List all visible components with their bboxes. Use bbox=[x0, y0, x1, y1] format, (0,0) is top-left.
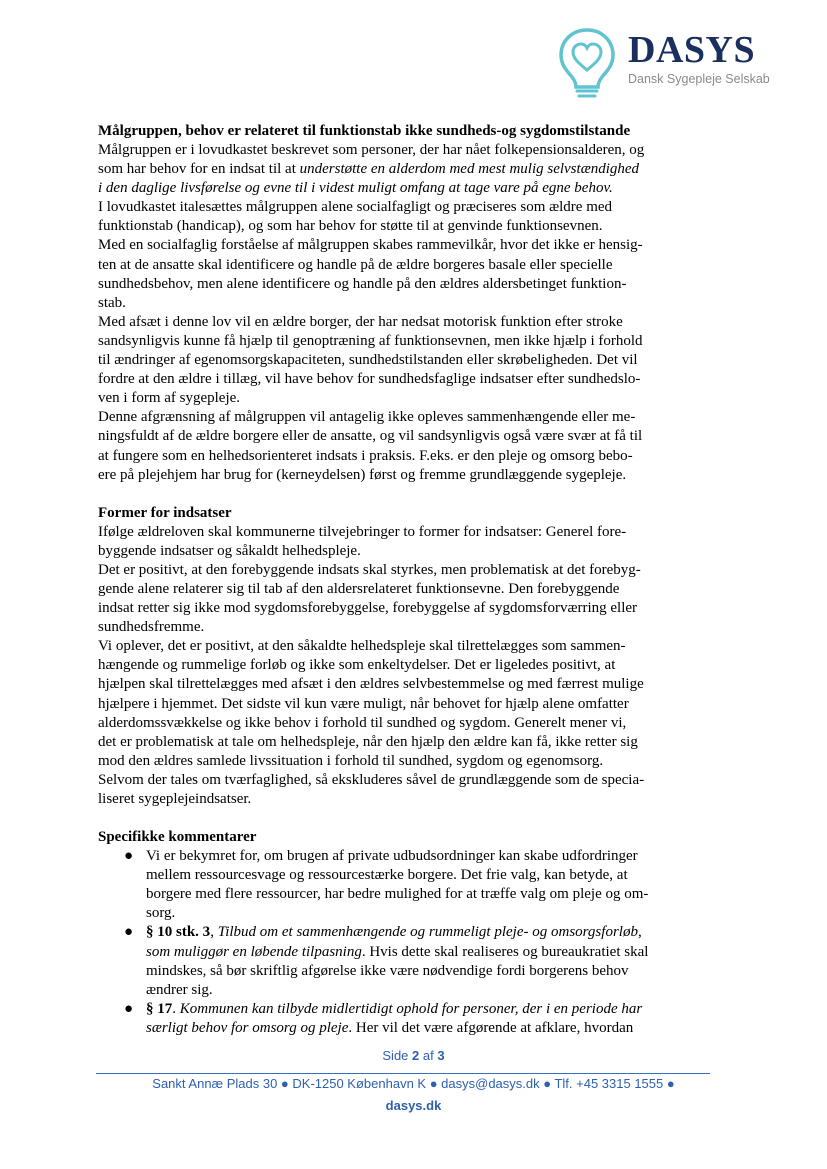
paragraph-line: Ifølge ældreloven skal kommunerne tilvejebringer to former for indsatser: Generel fore- bbox=[98, 523, 627, 540]
bullet-list bbox=[98, 847, 722, 1038]
paragraph-line: liseret sygeplejeindsatser. bbox=[98, 791, 252, 807]
section-title: Målgruppen, behov er relateret til funktionstab ikke sundheds-og sygdomstilstande bbox=[98, 123, 631, 139]
lightbulb-heart-icon bbox=[556, 24, 618, 100]
paragraph-line: sundhedsbehov, men alene identificere og handle på den ældres aldersbetinget funktion- bbox=[98, 275, 627, 292]
paragraph-line: alderdomssvækkelse og ikke behov i forhold til sundhed og sygdom. Generelt mener vi, bbox=[98, 714, 627, 731]
spacer bbox=[98, 809, 722, 828]
paragraph-line: mellem ressourcesvage og ressourcestærke borgere. Det frie valg, kan betyde, at bbox=[146, 867, 628, 884]
text-span: . Her vil det være afgørende at afklare, hvordan bbox=[348, 1019, 634, 1036]
paragraph-line: § 10 stk. 3, Tilbud om et sammenhængende og rummeligt pleje- og omsorgsforløb, bbox=[146, 924, 642, 941]
text-span: som har behov for en indsat til at bbox=[98, 161, 296, 178]
italic-text: Tilbud om et sammenhængende og rummeligt pleje- og omsorgsforløb, bbox=[217, 924, 642, 941]
section-ref: § 17 bbox=[146, 1000, 173, 1017]
page-current: 2 bbox=[412, 1048, 420, 1063]
page-number bbox=[0, 1048, 827, 1063]
paragraph-line: Med afsæt i denne lov vil en ældre borger, der har nedsat motorisk funktion efter stroke bbox=[98, 313, 623, 330]
paragraph-line: det er problematisk at tale om helhedspleje, når den hjælp den ældre kan få, ikke retter sig bbox=[98, 733, 638, 750]
paragraph-line: ningsfuldt af de ældre borgere eller de ansatte, og vil sandsynligvis også være svær at få til bbox=[98, 428, 643, 445]
paragraph-line: fordre at den ældre i tillæg, vil have behov for sundhedsfaglige indsatser efter sundhedslo- bbox=[98, 371, 641, 388]
paragraph-line: hjælpere i hjemmet. Det sidste vil kun være muligt, når behovet for hjælp alene omfatter bbox=[98, 695, 629, 712]
list-item bbox=[98, 1000, 722, 1038]
paragraph-line: mod den ældres samlede livssituation i forhold til sundhed, sygdom og egenomsorg. bbox=[98, 752, 604, 769]
paragraph-line: at fungere som en helhedsorienteret indsats i praksis. F.eks. er den pleje og omsorg bebo- bbox=[98, 447, 633, 464]
paragraph-line bbox=[98, 160, 722, 179]
paragraph-line: mindskes, så bør skriftlig afgørelse ikke være nødvendige fordi borgerens behov bbox=[146, 962, 629, 979]
page-total: 3 bbox=[437, 1048, 445, 1063]
paragraph-line: borgere med flere ressourcer, har bedre mulighed for at træffe valg om pleje og om- bbox=[146, 886, 649, 903]
paragraph-line: hjælpen skal tilrettelægges med afsæt i den ældres selvbestemmelse og med færrest mulige bbox=[98, 676, 644, 693]
section-title: Former for indsatser bbox=[98, 504, 232, 521]
spacer bbox=[98, 485, 722, 504]
bullet-icon: ● bbox=[124, 848, 134, 865]
page-prefix: Side bbox=[382, 1048, 409, 1063]
italic-phrase: understøtte en alderdom med mest mulig selvstændighed bbox=[299, 161, 640, 178]
paragraph-line: I lovudkastet italesættes målgruppen alene socialfagligt og præciseres som ældre med bbox=[98, 199, 613, 216]
footer-divider bbox=[96, 1073, 710, 1074]
paragraph-line: stab. bbox=[98, 294, 126, 311]
paragraph-line: ere på plejehjem har brug for (kerneydelsen) først og fremme grundlæggende sygepleje. bbox=[98, 466, 627, 483]
list-item bbox=[98, 923, 722, 999]
paragraph-line: Denne afgrænsning af målgruppen vil antagelig ikke opleves sammenhængende eller me- bbox=[98, 409, 636, 426]
paragraph-line: Med en socialfaglig forståelse af målgruppen skabes rammevilkår, hvor det ikke er hensig- bbox=[98, 237, 643, 254]
paragraph-line: Vi oplever, det er positivt, at den såkaldte helhedspleje skal tilrettelægges som sammen- bbox=[98, 638, 626, 655]
italic-text: i den daglige livsførelse og evne til i videst muligt omfang at tage vare på egne behov. bbox=[98, 180, 613, 197]
italic-text: Kommunen kan tilbyde midlertidigt ophold for personer, der i en periode har bbox=[179, 1000, 643, 1017]
footer-address: Sankt Annæ Plads 30 ● DK-1250 København K ● dasys@dasys.dk ● Tlf. +45 3315 1555 ● bbox=[152, 1076, 675, 1091]
italic-text: som muliggør en løbende tilpasning bbox=[146, 943, 362, 960]
paragraph-line: indsat retter sig ikke mod sygdomsforebyggelse, forebyggelse af sygdomsforværring eller bbox=[98, 600, 638, 617]
text-span: . Hvis dette skal realiseres og bureaukratiet skal bbox=[361, 943, 649, 960]
brand-subtitle: Dansk Sygepleje Selskab bbox=[628, 72, 770, 86]
paragraph-line: gende alene relaterer sig til tab af den aldersrelateret funktionsevne. Den forebyggende bbox=[98, 580, 620, 597]
bullet-icon: ● bbox=[124, 1000, 134, 1017]
dasys-logo bbox=[556, 22, 786, 102]
paragraph-line: ven i form af sygepleje. bbox=[98, 390, 241, 407]
paragraph-line: funktionstab (handicap), og som har behov for støtte til at genvinde funktionsevnen. bbox=[98, 218, 603, 235]
paragraph-line: Selvom der tales om tværfaglighed, så ekskluderes såvel de grundlæggende som de specia- bbox=[98, 771, 645, 788]
paragraph-line: sandsynligvis kunne få hjælp til genoptræning af funktionsevnen, men ikke hjælp i forhold bbox=[98, 332, 643, 349]
footer-website-link[interactable]: dasys.dk bbox=[385, 1098, 442, 1113]
paragraph-line: Det er positivt, at den forebyggende indsats skal styrkes, men problematisk at det forebyg- bbox=[98, 561, 641, 578]
italic-text: særligt behov for omsorg og pleje bbox=[146, 1019, 349, 1036]
list-item bbox=[98, 847, 722, 923]
section-ref: § 10 stk. 3 bbox=[146, 924, 211, 941]
paragraph-line bbox=[146, 1019, 722, 1038]
paragraph-line: Målgruppen er i lovudkastet beskrevet som personer, der har nået folkepensionsalderen, og bbox=[98, 142, 645, 158]
section-title: Specifikke kommentarer bbox=[98, 829, 257, 846]
paragraph-line: ændrer sig. bbox=[146, 981, 213, 998]
page-of: af bbox=[422, 1048, 434, 1063]
paragraph-line: sorg. bbox=[146, 905, 176, 922]
paragraph-line: sundhedsfremme. bbox=[98, 619, 205, 636]
paragraph-line: ten at de ansatte skal identificere og handle på de ældre borgeres basale eller specielle bbox=[98, 256, 613, 273]
document-body bbox=[98, 122, 722, 1038]
paragraph-line: § 17. Kommunen kan tilbyde midlertidigt ophold for personer, der i en periode har bbox=[146, 1000, 643, 1017]
paragraph-line bbox=[146, 943, 722, 962]
brand-name: DASYS bbox=[628, 29, 756, 71]
paragraph-line: byggende indsatser og såkaldt helhedspleje. bbox=[98, 542, 361, 559]
paragraph-line: Vi er bekymret for, om brugen af private udbudsordninger kan skabe udfordringer bbox=[146, 848, 638, 865]
paragraph-line bbox=[98, 179, 722, 198]
paragraph-line: til ændringer af egenomsorgskapaciteten, sundhedstilstanden eller skrøbeligheden. Det vil bbox=[98, 352, 638, 369]
bullet-icon: ● bbox=[124, 924, 134, 941]
paragraph-line: hængende og rummelige forløb og ikke som enkeltydelser. Det er ligeledes positivt, at bbox=[98, 657, 616, 674]
